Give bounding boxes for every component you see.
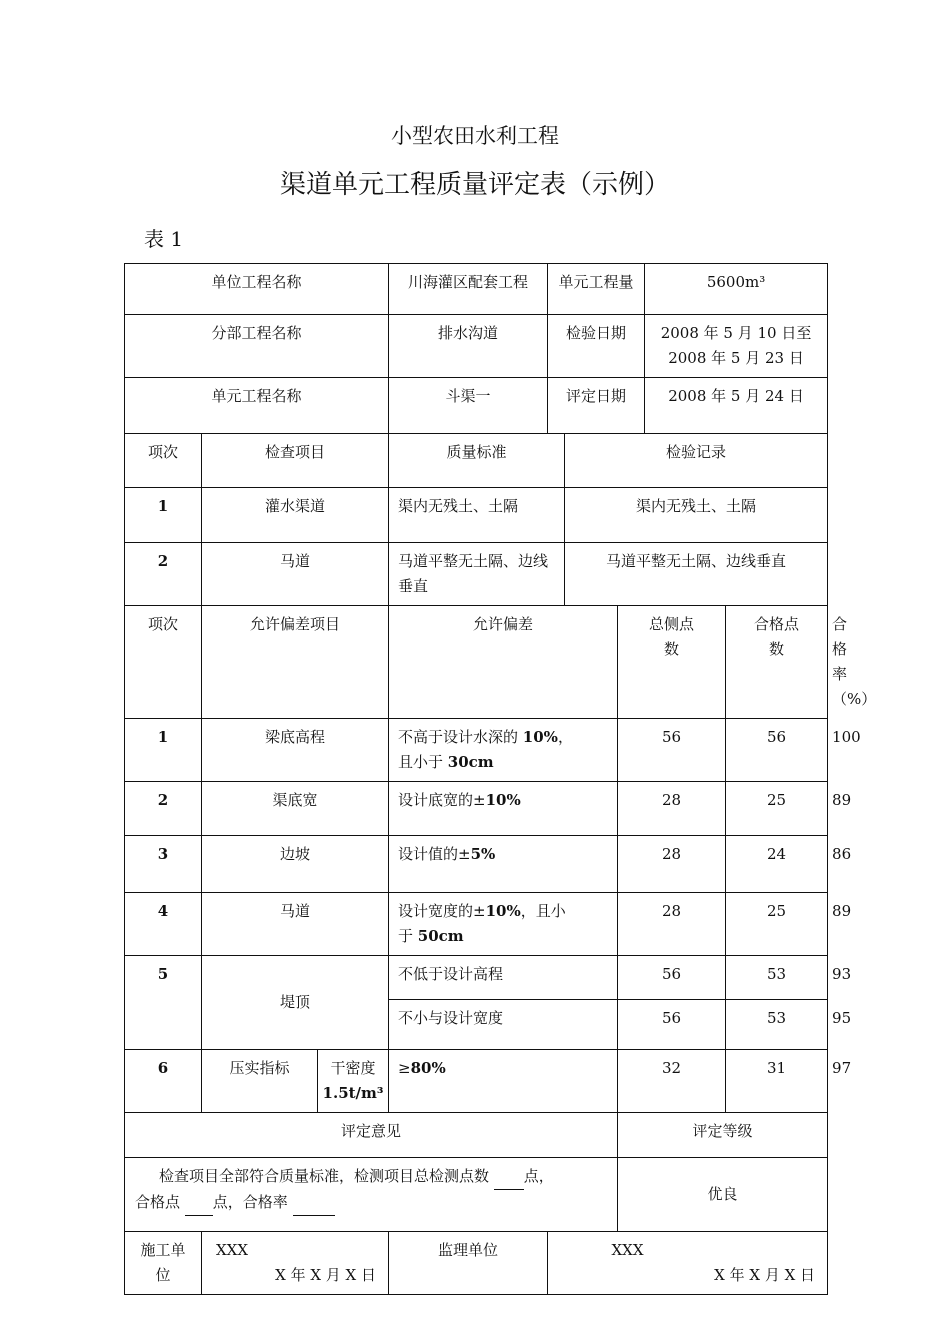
text: 10% — [485, 902, 521, 920]
pass-points: 31 — [726, 1050, 828, 1113]
opinion-label: 评定意见 — [125, 1113, 618, 1158]
inspection-date-line-2: 2008 年 5 月 23 日 — [668, 349, 804, 367]
column-header: 项次 — [125, 434, 202, 488]
text: 80% — [410, 1059, 446, 1077]
deviation-item: 堤顶 — [202, 956, 389, 1050]
allowed-deviation — [389, 719, 618, 782]
allowed-line — [398, 924, 613, 949]
total-points: 28 — [618, 893, 726, 956]
text: ，且小 — [520, 902, 566, 920]
blank-line — [494, 1164, 524, 1190]
element-quantity-value: 5600m³ — [645, 264, 828, 315]
text: 不高于设计水深的 — [398, 728, 523, 746]
deviation-header-row: 项次 允许偏差项目 允许偏差 总侧点 数 合格点 数 合格率 （%） — [125, 606, 828, 719]
table-label: 表 1 — [144, 227, 184, 251]
constructor-name: XXX — [216, 1241, 249, 1259]
unit-project-name-value: 川海灌区配套工程 — [389, 264, 548, 315]
element-name-value: 斗渠一 — [389, 378, 548, 434]
column-header: 项次 — [125, 606, 202, 719]
check-item: 马道 — [202, 543, 389, 606]
supervisor-value — [548, 1232, 828, 1295]
column-header: 检验记录 — [565, 434, 828, 488]
blank-line — [293, 1190, 335, 1216]
inspection-record: 渠内无残土、土隔 — [565, 488, 828, 543]
item-number: 2 — [125, 543, 202, 606]
element-name-label: 单元工程名称 — [125, 378, 389, 434]
total-points: 56 — [618, 956, 726, 1000]
text: 检查项目全部符合质量标准，检测项目总检测点数 — [159, 1167, 490, 1185]
table-row: 3 边坡 设计值的±5% 28 24 86 — [125, 836, 828, 893]
text: 10% — [485, 791, 521, 809]
pass-points: 53 — [726, 1000, 828, 1050]
table-row: 6 压实指标 干密度 1.5t/m³ ≥80% 32 31 97 — [125, 1050, 828, 1113]
info-row — [125, 378, 828, 434]
opinion-text — [125, 1158, 618, 1232]
title-line-2: 渠道单元工程质量评定表（示例） — [279, 170, 670, 200]
item-number: 2 — [125, 782, 202, 836]
header-line: 数 — [664, 640, 680, 658]
allowed-line — [398, 750, 613, 775]
grade-label: 评定等级 — [618, 1113, 828, 1158]
allowed-deviation: 不小与设计宽度 — [389, 1000, 618, 1050]
text: 10% — [522, 728, 558, 746]
header-line: 数 — [769, 640, 785, 658]
info-row — [125, 315, 828, 378]
column-header-pass — [726, 606, 828, 719]
table-row: 不小与设计宽度 56 53 95 — [125, 1000, 828, 1050]
quality-standard: 渠内无残土、土隔 — [389, 488, 565, 543]
deviation-sub-item — [318, 1050, 389, 1113]
inspection-date-line-1: 2008 年 5 月 10 日至 — [660, 324, 812, 342]
text: 5% — [470, 845, 496, 863]
allowed-deviation — [389, 836, 618, 893]
text: ， — [557, 728, 573, 746]
pass-points: 53 — [726, 956, 828, 1000]
total-points: 56 — [618, 719, 726, 782]
text: 设计宽度的± — [398, 902, 486, 920]
item-number: 6 — [125, 1050, 202, 1113]
evaluation-date-value: 2008 年 5 月 24 日 — [645, 378, 828, 434]
column-header: 质量标准 — [389, 434, 565, 488]
text: 点，合格率 — [212, 1193, 288, 1211]
item-number: 5 — [125, 956, 202, 1050]
text: 30cm — [447, 753, 494, 771]
table-row: 1 梁底高程 不高于设计水深的 10%， 且小于 30cm 56 56 100 — [125, 719, 828, 782]
item-number: 1 — [125, 719, 202, 782]
element-quantity-label: 单元工程量 — [548, 264, 645, 315]
supervisor-date: X 年 X 月 X 日 — [714, 1266, 816, 1284]
table-row — [125, 543, 828, 606]
unit-project-name-label: 单位工程名称 — [125, 264, 389, 315]
text: 设计值的± — [398, 845, 471, 863]
inspection-record: 马道平整无土隔、边线垂直 — [565, 543, 828, 606]
column-header: 检查项目 — [202, 434, 389, 488]
column-header: 允许偏差 — [389, 606, 618, 719]
constructor-date: X 年 X 月 X 日 — [275, 1266, 377, 1284]
item-number: 4 — [125, 893, 202, 956]
supervisor-name: XXX — [611, 1241, 644, 1259]
text: 点， — [523, 1167, 554, 1185]
allowed-deviation — [389, 1050, 618, 1113]
deviation-item: 边坡 — [202, 836, 389, 893]
sub-project-name-value: 排水沟道 — [389, 315, 548, 378]
item-number: 3 — [125, 836, 202, 893]
item-number: 1 — [125, 488, 202, 543]
text: 合格点 — [135, 1193, 181, 1211]
sub-item-line: 干密度 — [330, 1059, 376, 1077]
pass-points: 56 — [726, 719, 828, 782]
total-points: 28 — [618, 836, 726, 893]
signature-row — [125, 1232, 828, 1295]
text: 且小于 — [398, 753, 448, 771]
allowed-deviation: 不低于设计高程 — [389, 956, 618, 1000]
label-line: 位 — [155, 1266, 171, 1284]
total-points: 32 — [618, 1050, 726, 1113]
header-line: 合格点 — [754, 615, 800, 633]
text: ≥ — [398, 1059, 411, 1077]
inspection-date-label: 检验日期 — [548, 315, 645, 378]
evaluation-table — [124, 263, 877, 1295]
text: 于 — [398, 927, 418, 945]
inspection-date-value — [645, 315, 828, 378]
opinion-line — [135, 1190, 613, 1216]
evaluation-header-row — [125, 1113, 828, 1158]
constructor-label — [125, 1232, 202, 1295]
pass-points: 25 — [726, 782, 828, 836]
total-points: 56 — [618, 1000, 726, 1050]
deviation-item: 马道 — [202, 893, 389, 956]
sub-project-name-label: 分部工程名称 — [125, 315, 389, 378]
table-row — [125, 488, 828, 543]
info-row — [125, 264, 828, 315]
text: 50cm — [417, 927, 464, 945]
text: 设计底宽的± — [398, 791, 486, 809]
allowed-deviation — [389, 893, 618, 956]
evaluation-date-label: 评定日期 — [548, 378, 645, 434]
allowed-line — [398, 899, 613, 924]
check-item: 灌水渠道 — [202, 488, 389, 543]
evaluation-row — [125, 1158, 828, 1232]
table-row: 4 马道 设计宽度的±10%，且小 于 50cm 28 25 89 — [125, 893, 828, 956]
pass-points: 24 — [726, 836, 828, 893]
header-line: 总侧点 — [649, 615, 695, 633]
supervisor-label: 监理单位 — [389, 1232, 548, 1295]
allowed-deviation — [389, 782, 618, 836]
opinion-line — [135, 1164, 613, 1190]
blank-line — [185, 1190, 213, 1216]
grade-value: 优良 — [618, 1158, 828, 1232]
quality-standard: 马道平整无土隔、边线垂直 — [389, 543, 565, 606]
title-line-1: 小型农田水利工程 — [391, 124, 559, 148]
sub-item-line: 1.5t/m³ — [322, 1084, 384, 1102]
label-line: 施工单 — [140, 1241, 186, 1259]
check-header-row — [125, 434, 828, 488]
constructor-value — [202, 1232, 389, 1295]
deviation-item: 压实指标 — [202, 1050, 318, 1113]
column-header-total — [618, 606, 726, 719]
total-points: 28 — [618, 782, 726, 836]
table-row: 5 堤顶 不低于设计高程 56 53 93 — [125, 956, 828, 1000]
deviation-item: 梁底高程 — [202, 719, 389, 782]
table-row: 2 渠底宽 设计底宽的±10% 28 25 89 — [125, 782, 828, 836]
pass-points: 25 — [726, 893, 828, 956]
deviation-item: 渠底宽 — [202, 782, 389, 836]
column-header: 允许偏差项目 — [202, 606, 389, 719]
allowed-line — [398, 725, 613, 750]
